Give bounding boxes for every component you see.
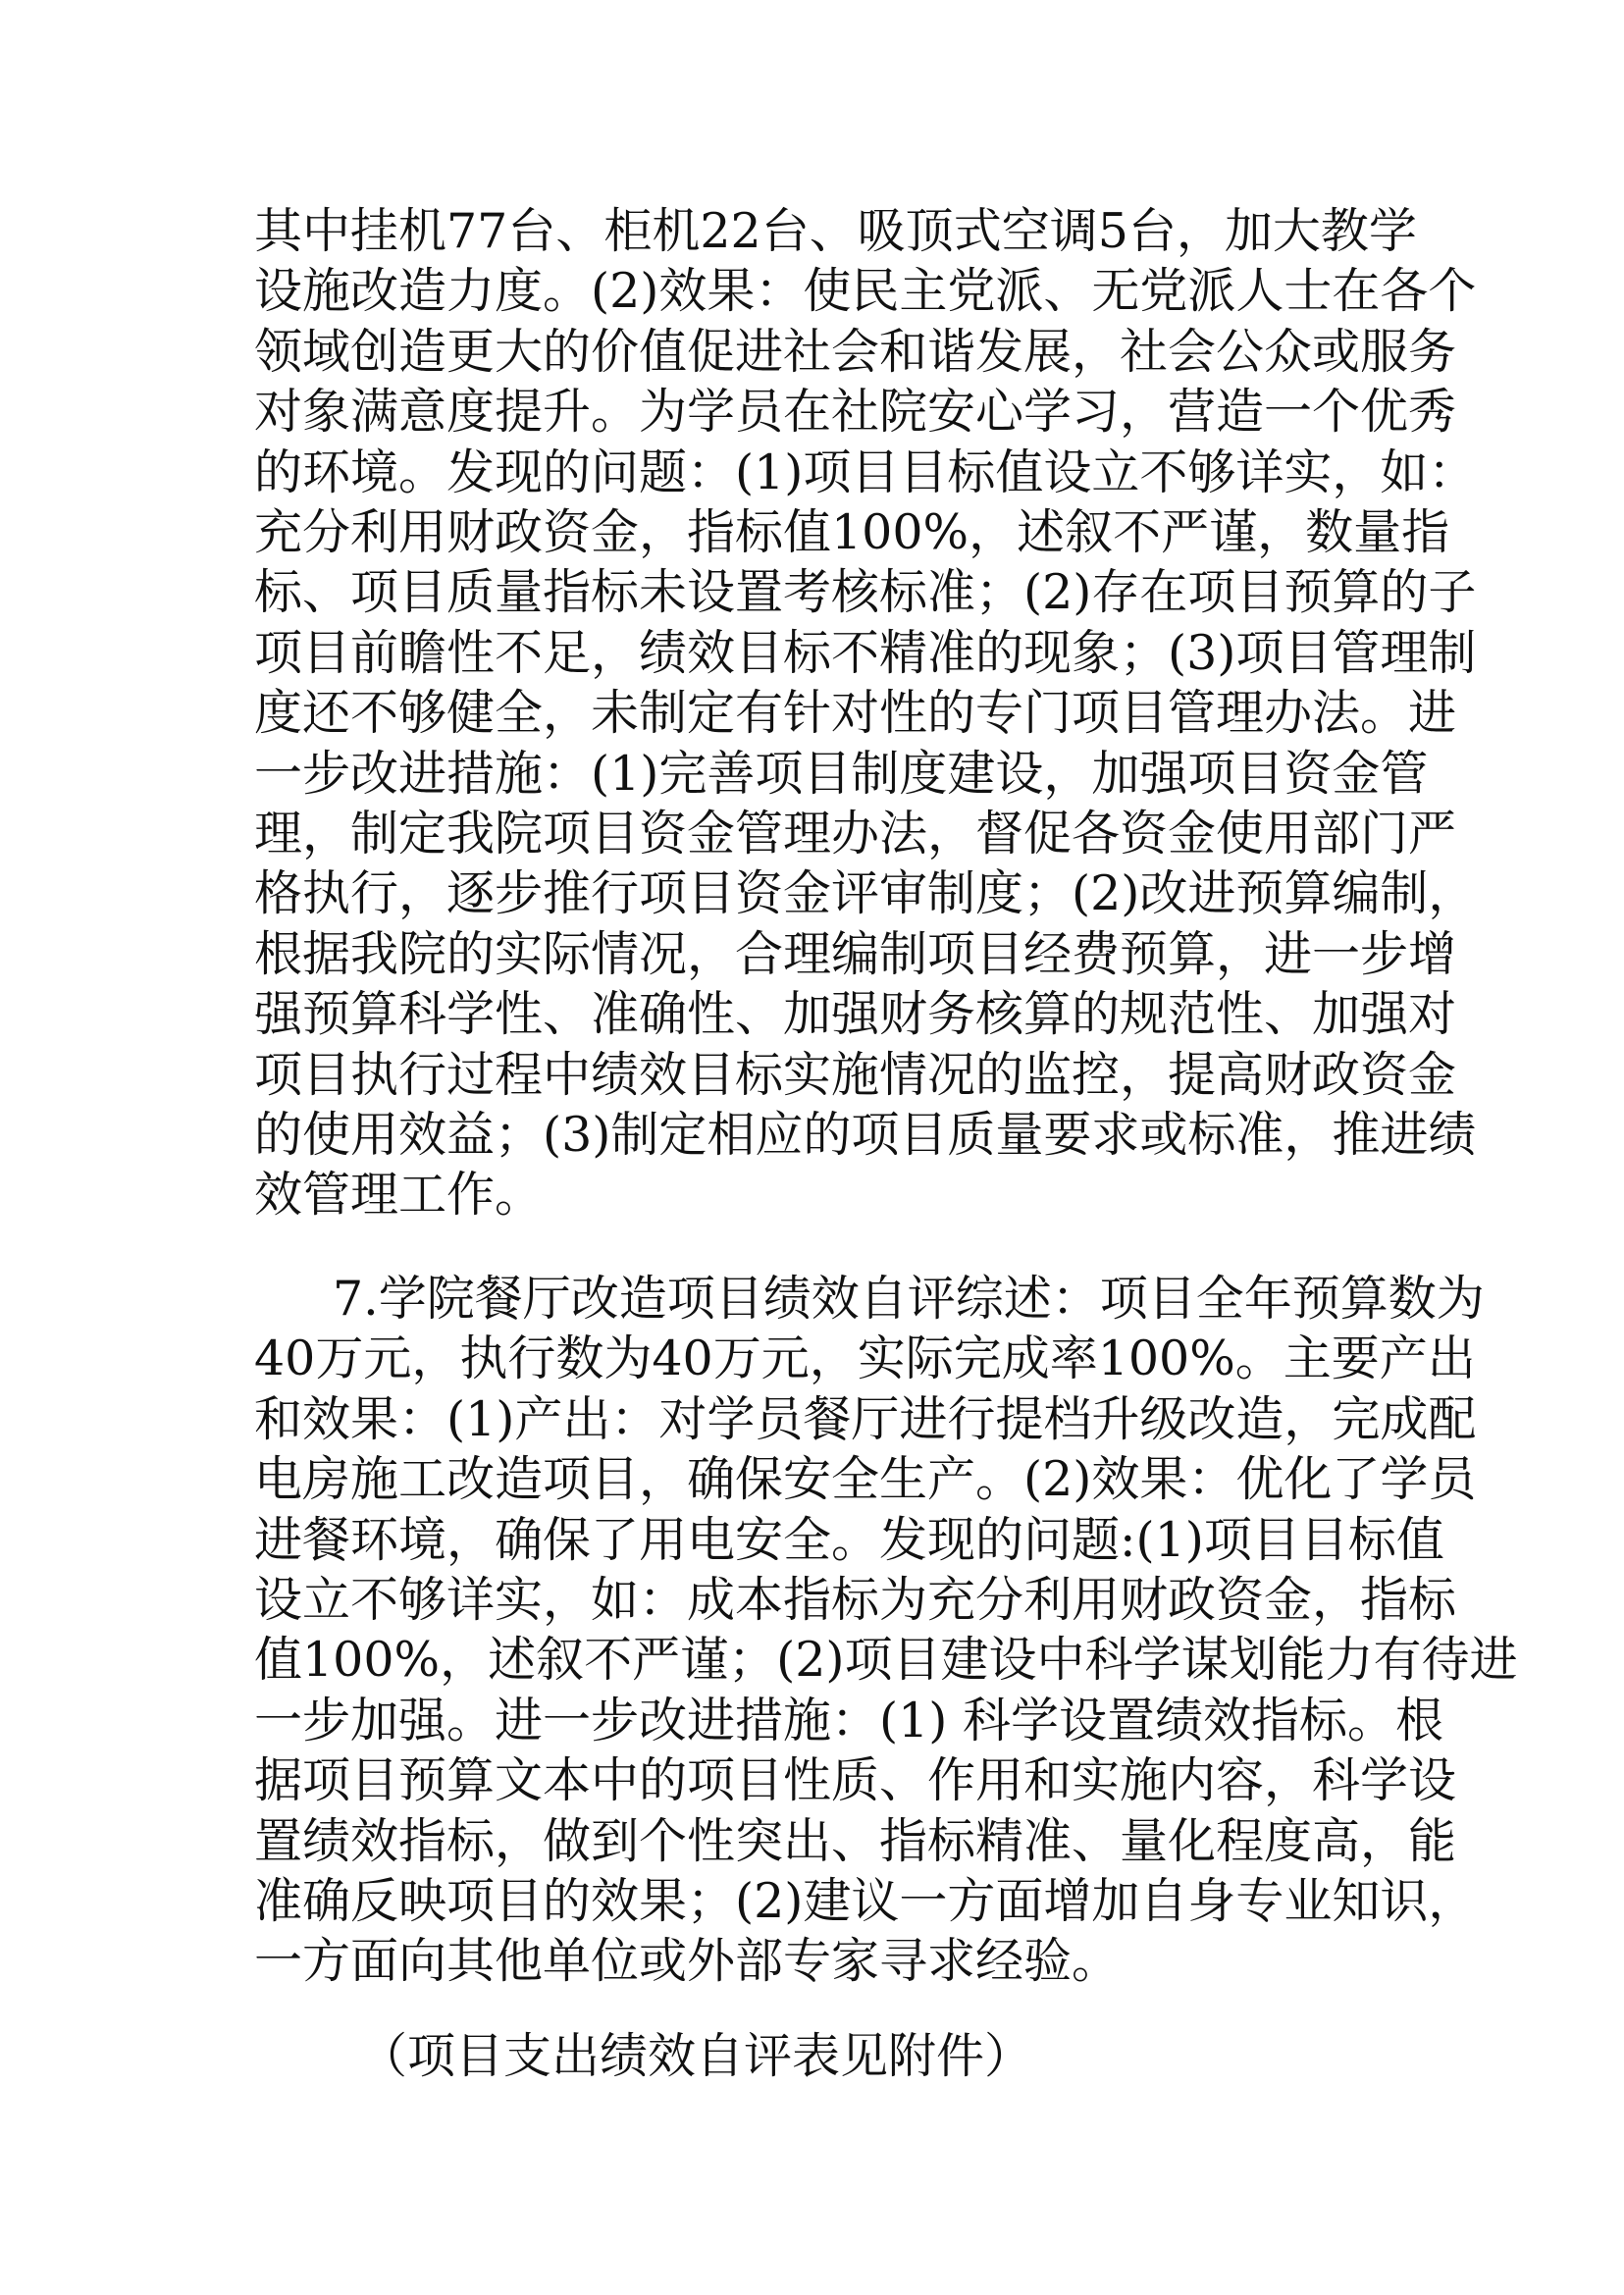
text-line: 其中挂机77台、柜机22台、吸顶式空调5台，加大教学 (254, 203, 1417, 259)
text-line: 一步加强。进一步改进措施：(1) 科学设置绩效指标。根 (254, 1692, 1443, 1748)
text-line: 的环境。发现的问题：(1)项目目标值设立不够详实，如： (254, 443, 1477, 500)
text-line: 度还不够健全，未制定有针对性的专门项目管理办法。进 (254, 685, 1457, 742)
text-line: 一步改进措施：(1)完善项目制度建设，加强项目资金管 (254, 745, 1429, 802)
text-line: 理，制定我院项目资金管理办法，督促各资金使用部门严 (254, 806, 1457, 861)
text-line: 强预算科学性、准确性、加强财务核算的规范性、加强对 (254, 986, 1457, 1043)
text-line: 充分利用财政资金，指标值100%，述叙不严谨，数量指 (254, 504, 1450, 560)
text-line: 根据我院的实际情况，合理编制项目经费预算，进一步增 (254, 925, 1457, 982)
text-line: 40万元，执行数为40万元，实际完成率100%。主要产出 (254, 1330, 1476, 1387)
text-line: 项目执行过程中绩效目标实施情况的监控，提高财政资金 (254, 1046, 1457, 1103)
text-line: 准确反映项目的效果；(2)建议一方面增加自身专业知识， (254, 1873, 1477, 1929)
text-line: 的使用效益；(3)制定相应的项目质量要求或标准，推进绩 (254, 1107, 1477, 1163)
text-line: 设立不够详实，如：成本指标为充分利用财政资金，指标 (254, 1572, 1457, 1628)
text-line: 对象满意度提升。为学员在社院安心学习，营造一个优秀 (254, 384, 1457, 441)
text-line: 和效果：(1)产出：对学员餐厅进行提档升级改造，完成配 (254, 1390, 1477, 1447)
text-line: 效管理工作。 (254, 1167, 544, 1224)
text-line: 标、项目质量指标未设置考核标准；(2)存在项目预算的子 (254, 564, 1477, 621)
text-line: 电房施工改造项目，确保安全生产。(2)效果：优化了学员 (254, 1451, 1477, 1508)
text-line: 据项目预算文本中的项目性质、作用和实施内容，科学设 (254, 1752, 1457, 1809)
text-line: 7.学院餐厅改造项目绩效自评综述：项目全年预算数为 (333, 1271, 1485, 1327)
text-line: 置绩效指标，做到个性突出、指标精准、量化程度高，能 (254, 1812, 1457, 1869)
text-line: 进餐环境，确保了用电安全。发现的问题:(1)项目目标值 (254, 1511, 1444, 1568)
text-line: 格执行，逐步推行项目资金评审制度；(2)改进预算编制， (254, 865, 1477, 922)
text-line: 项目前瞻性不足，绩效目标不精准的现象；(3)项目管理制 (254, 624, 1477, 681)
text-line: 设施改造力度。(2)效果：使民主党派、无党派人士在各个 (254, 263, 1477, 320)
text-line: 领域创造更大的价值促进社会和谐发展，社会公众或服务 (254, 323, 1457, 380)
text-line: 一方面向其他单位或外部专家寻求经验。 (254, 1933, 1121, 1990)
text-line: 值100%，述叙不严谨；(2)项目建设中科学谋划能力有待进 (254, 1632, 1518, 1689)
attachment-note: （项目支出绩效自评表见附件） (359, 2028, 1033, 2084)
